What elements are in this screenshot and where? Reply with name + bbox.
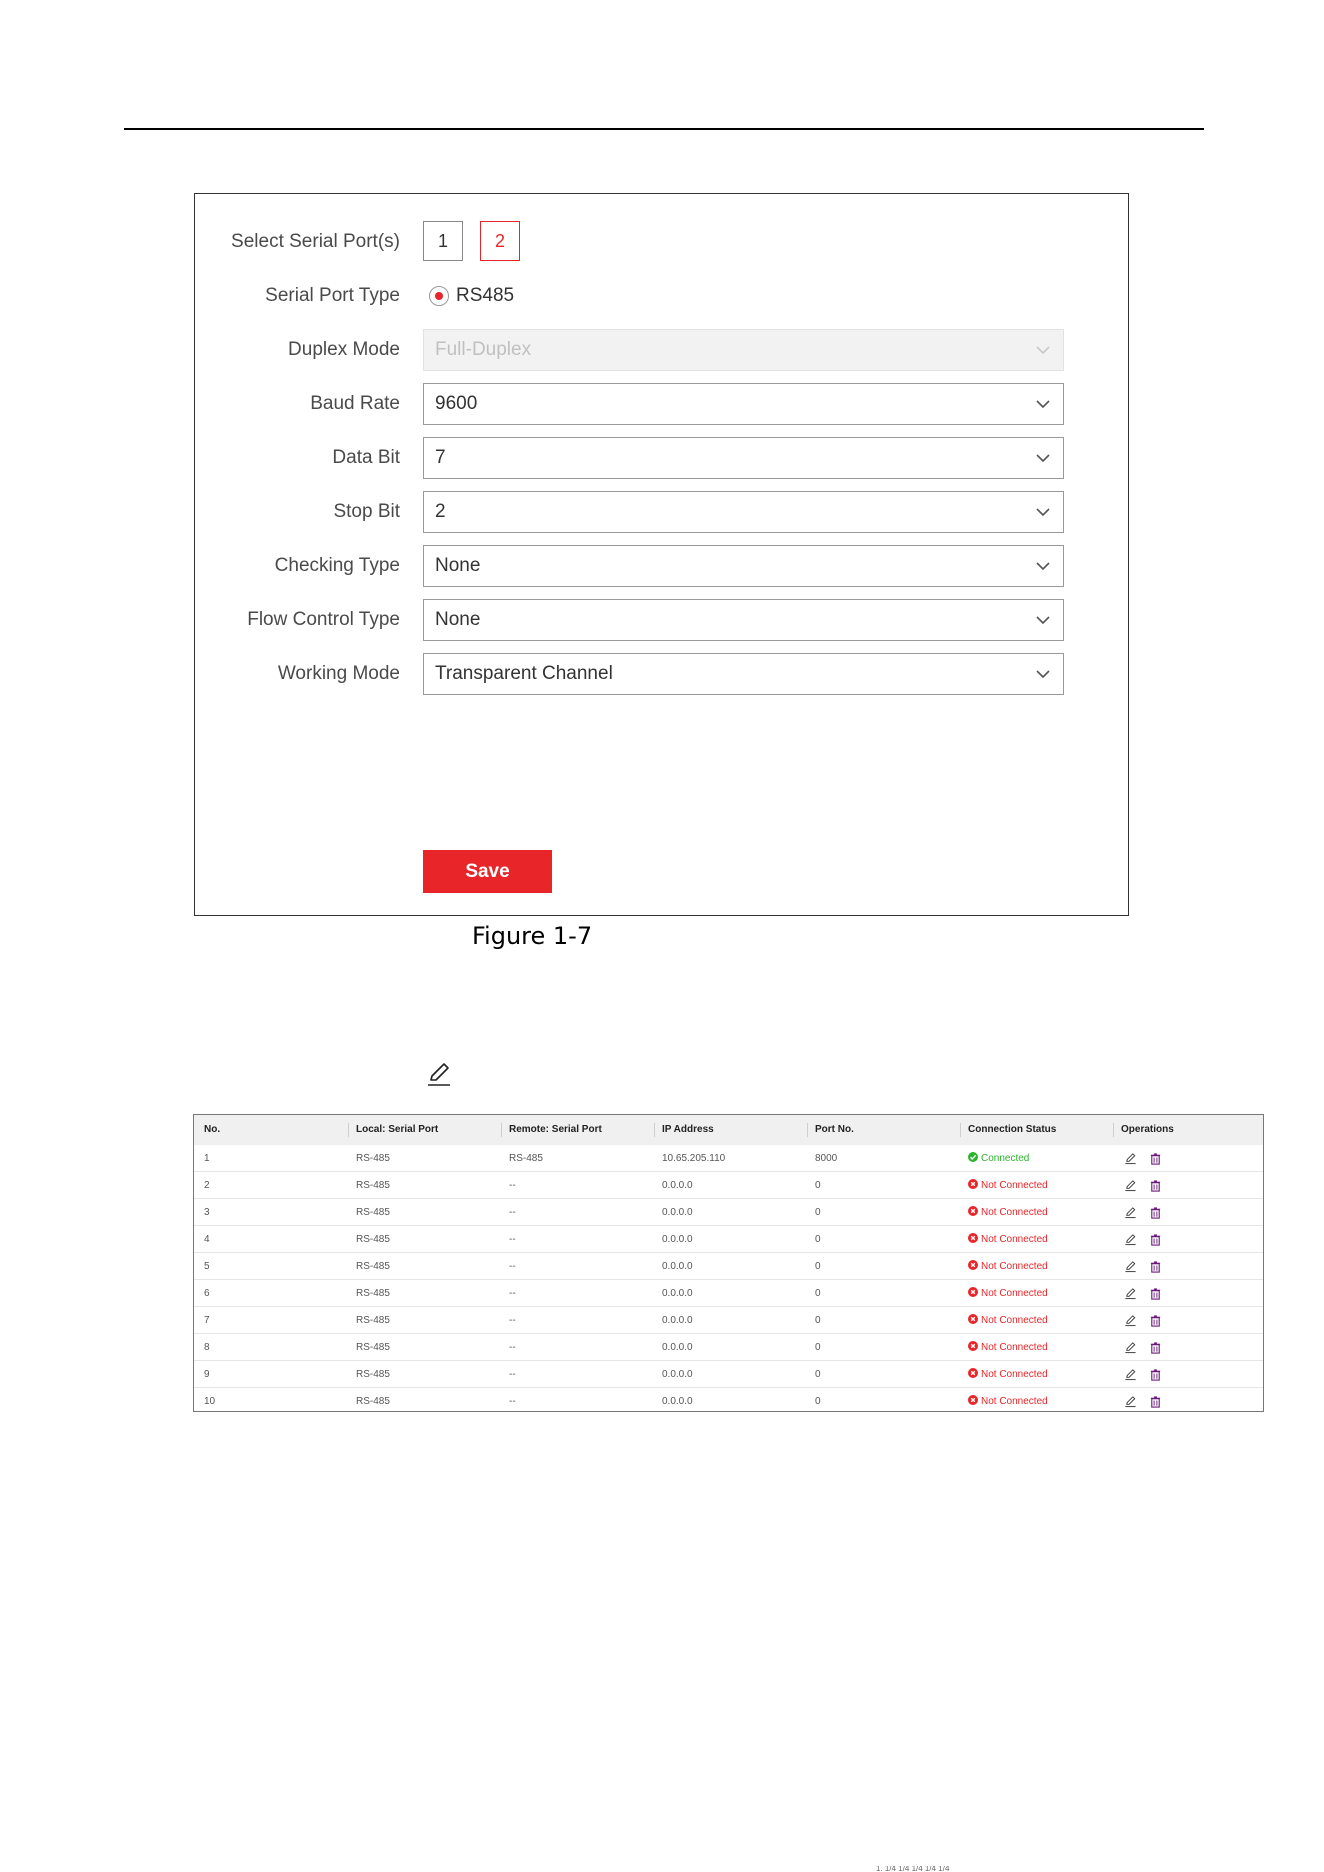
edit-pencil-icon[interactable] (1124, 1206, 1137, 1219)
x-circle-icon (968, 1341, 978, 1351)
trash-icon[interactable] (1149, 1368, 1162, 1381)
header-rule (124, 128, 1204, 130)
cell-no: 2 (204, 1180, 210, 1191)
chevron-down-icon (1033, 556, 1053, 576)
cell-no: 10 (204, 1396, 216, 1407)
select-ports-row (195, 221, 1128, 263)
cell-connection-status (968, 1307, 1048, 1334)
flow-control-type-row (195, 599, 1128, 641)
port-button-1[interactable]: 1 (423, 221, 463, 261)
status-text: Not Connected (981, 1207, 1048, 1218)
flow-control-type-value: None (435, 609, 481, 630)
x-circle-icon (968, 1314, 978, 1324)
cell-remote-serial-port: -- (509, 1261, 516, 1272)
cell-port-no: 0 (815, 1234, 821, 1245)
serial-port-type-row (195, 275, 1128, 317)
select-ports-label: Select Serial Port(s) (231, 231, 400, 252)
status-badge (968, 1307, 1048, 1334)
x-circle-icon (968, 1206, 978, 1216)
serial-port-type-label: Serial Port Type (265, 285, 400, 306)
header-no: No. (204, 1124, 221, 1135)
cell-no: 4 (204, 1234, 210, 1245)
trash-icon[interactable] (1149, 1314, 1162, 1327)
port-button-2[interactable]: 2 (480, 221, 520, 261)
status-text: Not Connected (981, 1261, 1048, 1272)
duplex-mode-label: Duplex Mode (288, 339, 400, 360)
cell-local-serial-port: RS-485 (356, 1342, 390, 1353)
cell-remote-serial-port: -- (509, 1288, 516, 1299)
cell-connection-status (968, 1145, 1029, 1172)
status-badge (968, 1199, 1048, 1226)
working-mode-label: Working Mode (277, 663, 400, 684)
x-circle-icon (968, 1368, 978, 1378)
checking-type-row (195, 545, 1128, 587)
status-badge (968, 1280, 1048, 1307)
cell-local-serial-port: RS-485 (356, 1396, 390, 1407)
x-circle-icon (968, 1287, 978, 1297)
cell-ip-address: 0.0.0.0 (662, 1234, 693, 1245)
header-ip-address: IP Address (662, 1115, 714, 1145)
serial-port-settings-panel (194, 193, 1129, 916)
cell-no: 9 (204, 1369, 210, 1380)
x-circle-icon (968, 1233, 978, 1243)
data-bit-label: Data Bit (332, 447, 400, 468)
edit-pencil-icon[interactable] (1124, 1341, 1137, 1354)
cell-port-no: 0 (815, 1288, 821, 1299)
trash-icon[interactable] (1149, 1260, 1162, 1273)
edit-pencil-icon[interactable] (1124, 1152, 1137, 1165)
header-connection-status: Connection Status (968, 1115, 1056, 1145)
cell-port-no: 8000 (815, 1153, 838, 1164)
data-bit-select[interactable] (423, 437, 1064, 479)
x-circle-icon (968, 1179, 978, 1189)
cell-local-serial-port: RS-485 (356, 1261, 390, 1272)
edit-pencil-icon (425, 1060, 453, 1088)
status-text: Not Connected (981, 1288, 1048, 1299)
cell-port-no: 0 (815, 1207, 821, 1218)
cell-connection-status (968, 1334, 1048, 1361)
status-text: Not Connected (981, 1369, 1048, 1380)
cell-port-no: 0 (815, 1342, 821, 1353)
status-text: Not Connected (981, 1315, 1048, 1326)
cell-ip-address: 0.0.0.0 (662, 1288, 693, 1299)
duplex-mode-value: Full-Duplex (435, 339, 532, 360)
cell-remote-serial-port: -- (509, 1180, 516, 1191)
rs485-radio-label: RS485 (456, 285, 515, 306)
header-remote-serial-port: Remote: Serial Port (509, 1115, 602, 1145)
cell-local-serial-port: RS-485 (356, 1234, 390, 1245)
status-badge (968, 1172, 1048, 1199)
cell-local-serial-port: RS-485 (356, 1180, 390, 1191)
flow-control-type-select[interactable] (423, 599, 1064, 641)
cell-local-serial-port: RS-485 (356, 1369, 390, 1380)
status-badge (968, 1226, 1048, 1253)
chevron-down-icon (1033, 664, 1053, 684)
cell-no: 5 (204, 1261, 210, 1272)
cell-port-no: 0 (815, 1261, 821, 1272)
cell-remote-serial-port: -- (509, 1342, 516, 1353)
header-local-serial-port: Local: Serial Port (356, 1115, 438, 1145)
edit-pencil-icon[interactable] (1124, 1179, 1137, 1192)
stop-bit-select[interactable] (423, 491, 1064, 533)
status-badge (968, 1361, 1048, 1388)
status-text: Connected (981, 1153, 1030, 1164)
cell-port-no: 0 (815, 1315, 821, 1326)
working-mode-value: Transparent Channel (435, 663, 613, 684)
cell-remote-serial-port: -- (509, 1315, 516, 1326)
cell-ip-address: 0.0.0.0 (662, 1180, 693, 1191)
status-text: Not Connected (981, 1234, 1048, 1245)
checking-type-select[interactable] (423, 545, 1064, 587)
status-badge (968, 1388, 1048, 1415)
edit-pencil-icon[interactable] (1124, 1260, 1137, 1273)
baud-rate-row (195, 383, 1128, 425)
edit-pencil-icon[interactable] (1124, 1314, 1137, 1327)
cell-no: 1 (204, 1153, 210, 1164)
x-circle-icon (968, 1260, 978, 1270)
cell-connection-status (968, 1361, 1048, 1388)
checking-type-label: Checking Type (274, 555, 400, 576)
cell-connection-status (968, 1226, 1048, 1253)
cell-ip-address: 10.65.205.110 (662, 1153, 726, 1164)
footer-fragment: 1. 1/4 1/4 1/4 1/4 1/4 (876, 1866, 950, 1872)
rs485-radio[interactable] (429, 286, 449, 306)
edit-pencil-icon[interactable] (1124, 1368, 1137, 1381)
table-header (194, 1115, 1263, 1145)
check-circle-icon (968, 1152, 978, 1162)
cell-remote-serial-port: -- (509, 1207, 516, 1218)
chevron-down-icon (1033, 610, 1053, 630)
cell-connection-status (968, 1172, 1048, 1199)
cell-no: 3 (204, 1207, 210, 1218)
edit-pencil-icon[interactable] (1124, 1287, 1137, 1300)
cell-connection-status (968, 1280, 1048, 1307)
edit-pencil-icon[interactable] (1124, 1233, 1137, 1246)
cell-port-no: 0 (815, 1396, 821, 1407)
stop-bit-value: 2 (435, 501, 446, 522)
baud-rate-value: 9600 (435, 393, 478, 414)
status-text: Not Connected (981, 1180, 1048, 1191)
status-text: Not Connected (981, 1396, 1048, 1407)
cell-ip-address: 0.0.0.0 (662, 1207, 693, 1218)
baud-rate-label: Baud Rate (310, 393, 400, 414)
table-row (194, 1253, 1263, 1280)
cell-ip-address: 0.0.0.0 (662, 1315, 693, 1326)
working-mode-select[interactable] (423, 653, 1064, 695)
cell-no: 7 (204, 1315, 210, 1326)
cell-no: 6 (204, 1288, 210, 1299)
data-bit-value: 7 (435, 447, 446, 468)
cell-local-serial-port: RS-485 (356, 1315, 390, 1326)
cell-remote-serial-port: RS-485 (509, 1153, 543, 1164)
status-text: Not Connected (981, 1342, 1048, 1353)
cell-ip-address: 0.0.0.0 (662, 1261, 693, 1272)
x-circle-icon (968, 1395, 978, 1405)
table-row (194, 1172, 1263, 1199)
status-badge (968, 1334, 1048, 1361)
table-row (194, 1199, 1263, 1226)
cell-ip-address: 0.0.0.0 (662, 1369, 693, 1380)
trash-icon[interactable] (1149, 1341, 1162, 1354)
table-row (194, 1361, 1263, 1388)
cell-connection-status (968, 1253, 1048, 1280)
data-bit-row (195, 437, 1128, 479)
edit-pencil-icon[interactable] (1124, 1395, 1137, 1408)
figure-caption: Figure 1-7 (472, 922, 593, 950)
cell-ip-address: 0.0.0.0 (662, 1342, 693, 1353)
chevron-down-icon (1033, 448, 1053, 468)
cell-ip-address: 0.0.0.0 (662, 1396, 693, 1407)
trash-icon[interactable] (1149, 1233, 1162, 1246)
trash-icon[interactable] (1149, 1395, 1162, 1408)
trash-icon[interactable] (1149, 1206, 1162, 1219)
cell-local-serial-port: RS-485 (356, 1288, 390, 1299)
cell-port-no: 0 (815, 1180, 821, 1191)
chevron-down-icon (1033, 340, 1053, 360)
cell-no: 8 (204, 1342, 210, 1353)
table-row (194, 1388, 1263, 1415)
status-badge (968, 1145, 1029, 1172)
serial-connection-table (193, 1114, 1264, 1412)
status-badge (968, 1253, 1048, 1280)
chevron-down-icon (1033, 394, 1053, 414)
working-mode-row (195, 653, 1128, 695)
stop-bit-label: Stop Bit (333, 501, 400, 522)
cell-remote-serial-port: -- (509, 1396, 516, 1407)
checking-type-value: None (435, 555, 481, 576)
table-row (194, 1226, 1263, 1253)
table-row (194, 1280, 1263, 1307)
cell-connection-status (968, 1388, 1048, 1415)
cell-port-no: 0 (815, 1369, 821, 1380)
cell-local-serial-port: RS-485 (356, 1153, 390, 1164)
table-row (194, 1307, 1263, 1334)
cell-remote-serial-port: -- (509, 1234, 516, 1245)
table-row (194, 1145, 1263, 1172)
trash-icon[interactable] (1149, 1152, 1162, 1165)
cell-connection-status (968, 1199, 1048, 1226)
chevron-down-icon (1033, 502, 1053, 522)
trash-icon[interactable] (1149, 1179, 1162, 1192)
trash-icon[interactable] (1149, 1287, 1162, 1300)
cell-local-serial-port: RS-485 (356, 1207, 390, 1218)
stop-bit-row (195, 491, 1128, 533)
table-row (194, 1334, 1263, 1361)
flow-control-type-label: Flow Control Type (247, 609, 400, 630)
header-operations: Operations (1121, 1115, 1174, 1145)
duplex-mode-row (195, 329, 1128, 371)
save-button[interactable]: Save (423, 850, 552, 893)
duplex-mode-select (423, 329, 1064, 371)
cell-remote-serial-port: -- (509, 1369, 516, 1380)
header-port-no: Port No. (815, 1115, 854, 1145)
baud-rate-select[interactable] (423, 383, 1064, 425)
